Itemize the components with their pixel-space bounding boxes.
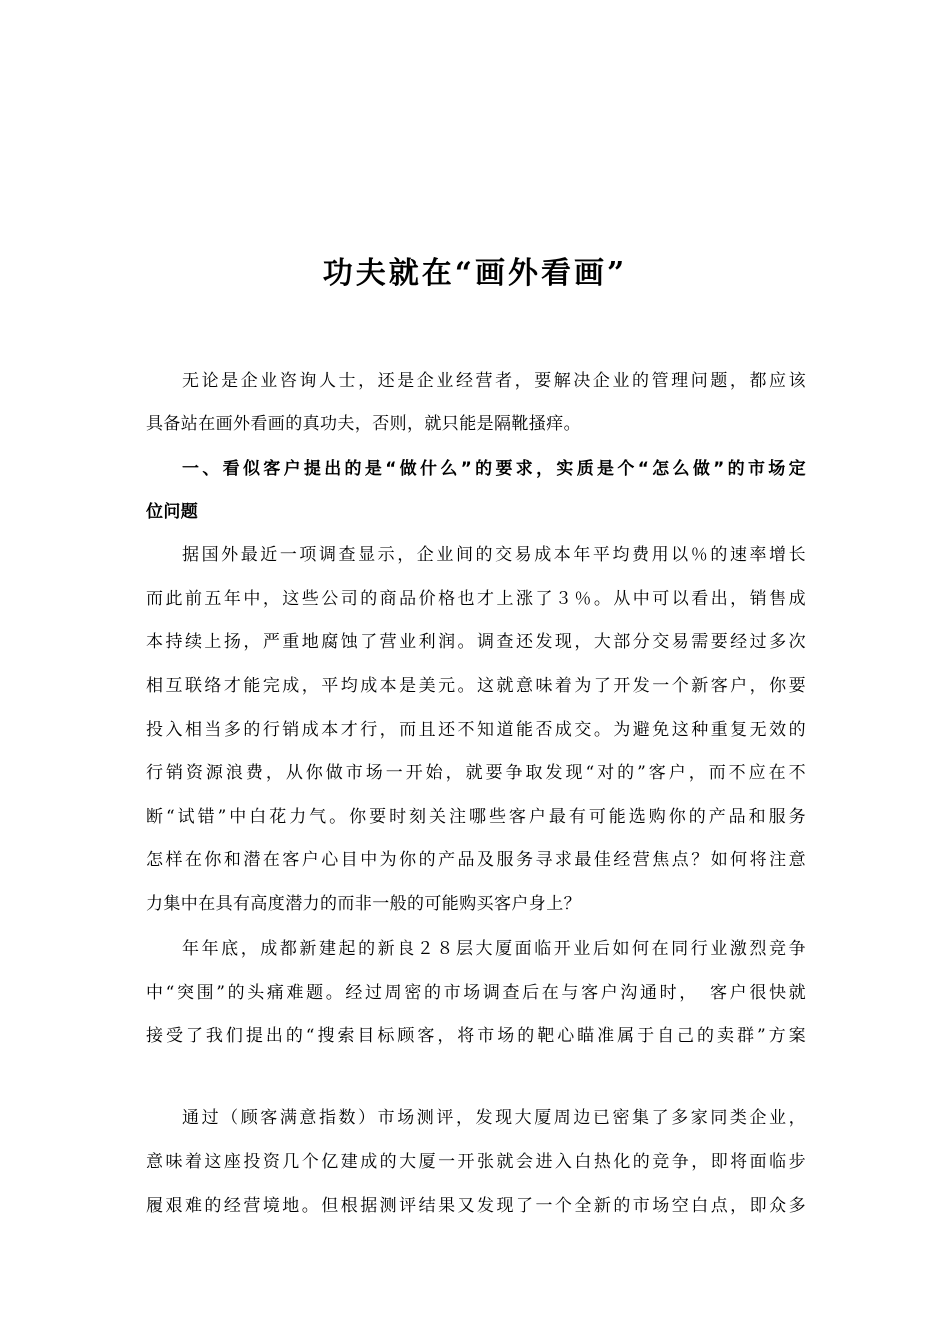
para1-line-8: 怎样在你和潜在客户心目中为你的产品及服务寻求最佳经营焦点？如何将注意 [146, 850, 806, 870]
section-heading-line-1: 一、看似客户提出的是“做什么”的要求，实质是个“怎么做”的市场定 [182, 459, 806, 479]
document-title: 功夫就在“画外看画” [322, 256, 628, 291]
para1-line-3: 本持续上扬，严重地腐蚀了营业利润。调查还发现，大部分交易需要经过多次 [146, 632, 806, 652]
para1-line-7: 断“试错”中白花力气。你要时刻关注哪些客户最有可能选购你的产品和服务 [146, 807, 806, 827]
para2-line-2: 中“突围”的头痛难题。经过周密的市场调查后在与客户沟通时， 客户很快就 [146, 983, 806, 1003]
para1-line-4: 相互联络才能完成，平均成本是美元。这就意味着为了开发一个新客户，你要 [146, 676, 806, 696]
intro-line-1: 无论是企业咨询人士，还是企业经营者，要解决企业的管理问题，都应该 [182, 371, 806, 391]
para3-line-3: 履艰难的经营境地。但根据测评结果又发现了一个全新的市场空白点，即众多 [146, 1196, 806, 1216]
para1-line-9: 力集中在具有高度潜力的而非一般的可能购买客户身上？ [146, 894, 581, 914]
para2-line-1: 年年底，成都新建起的新良２８层大厦面临开业后如何在同行业激烈竞争 [182, 939, 806, 959]
para2-line-3: 接受了我们提出的“搜索目标顾客，将市场的靶心瞄准属于自己的卖群”方案 [146, 1026, 806, 1046]
para1-line-5: 投入相当多的行销成本才行，而且还不知道能否成交。为避免这种重复无效的 [146, 720, 806, 740]
para1-line-2: 而此前五年中，这些公司的商品价格也才上涨了３％。从中可以看出，销售成 [146, 589, 806, 609]
para1-line-6: 行销资源浪费，从你做市场一开始，就要争取发现“对的”客户，而不应在不 [146, 763, 806, 783]
section-heading-line-2: 位问题 [146, 502, 199, 522]
para1-line-1: 据国外最近一项调查显示，企业间的交易成本年平均费用以％的速率增长 [182, 545, 806, 565]
para3-line-1: 通过（顾客满意指数）市场测评，发现大厦周边已密集了多家同类企业， [182, 1108, 806, 1128]
para3-line-2: 意味着这座投资几个亿建成的大厦一开张就会进入白热化的竞争，即将面临步 [146, 1152, 806, 1172]
intro-line-2: 具备站在画外看画的真功夫，否则，就只能是隔靴搔痒。 [146, 414, 581, 434]
